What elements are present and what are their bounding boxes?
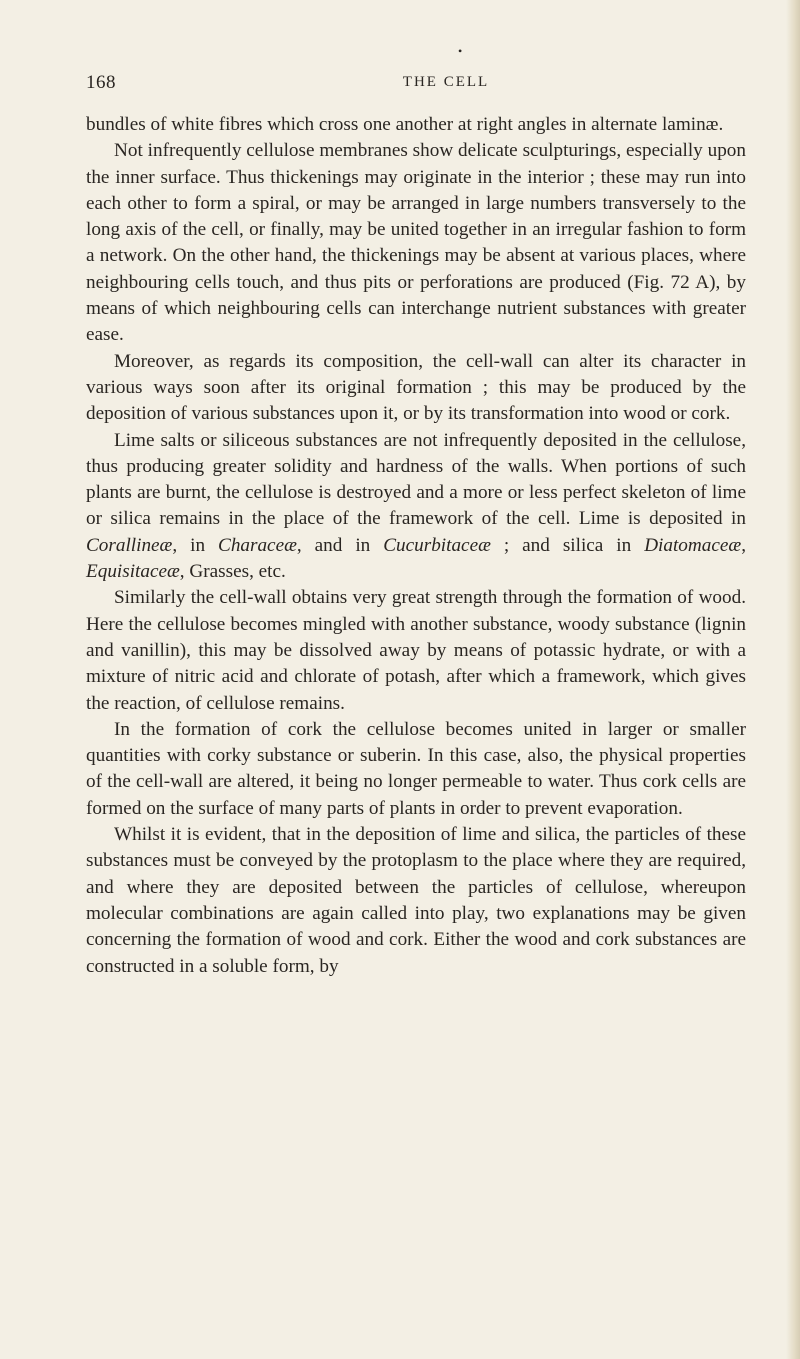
page-number: 168	[86, 72, 116, 93]
body-text	[86, 112, 746, 980]
paragraph: Similarly the cell-wall obtains very great strength through the formation of wood. Here the cellulose becomes mingled with another substance, woody substance (lignin and vanillin), this may be dissolved away by means of potassic hydrate, or with a mixture of nitric acid and chlorate of potash, after which a framework, which gives the reaction, of cellulose remains.	[86, 587, 746, 714]
page-edge	[786, 0, 800, 1359]
running-title: THE CELL	[402, 74, 490, 90]
paragraph: bundles of white fibres which cross one another at right angles in alternate laminæ.	[86, 114, 724, 135]
header-dot: •	[458, 44, 463, 58]
running-head	[86, 44, 746, 96]
paragraph: Whilst it is evident, that in the deposition of lime and silica, the particles of these substances must be conveyed by the protoplasm to the place where they are required, and where they are deposited between the particles of cellulose, whereupon molecular combinations are again called into play, two explanations may be given concerning the formation of wood and cork. Either the wood and cork substances are constructed in a soluble form, by	[86, 824, 746, 977]
paragraph: Not infrequently cellulose membranes show delicate sculpturings, especially upon the inner surface. Thus thickenings may originate in the interior ; these may run into each other to form a spiral, or may be arranged in large numbers transversely to the long axis of the cell, or finally, may be united together in an irregular fashion to form a network. On the other hand, the thickenings may be absent at various places, where neighbouring cells touch, and thus pits or perforations are produced (Fig. 72 A), by means of which neighbouring cells can interchange nutrient substances with greater ease.	[86, 140, 746, 346]
paragraph: Moreover, as regards its composition, the cell-wall can alter its character in various ways soon after its original formation ; this may be produced by the deposition of various substances upon it, or by its transformation into wood or cork.	[86, 350, 746, 425]
paragraph: Lime salts or siliceous substances are not infrequently deposited in the cellulose, thus producing greater solidity and hardness of the walls. When portions of such plants are burnt, the cellulose is destroyed and a more or less perfect skeleton of lime or silica remains in the place of the framework of the cell. Lime is deposited in Corallineæ, in Characeæ, and in Cucurbitaceæ ; and silica in Diatomaceæ, Equisitaceæ, Grasses, etc.	[86, 429, 746, 583]
paragraph: In the formation of cork the cellulose becomes united in larger or smaller quantities with corky substance or suberin. In this case, also, the physical properties of the cell-wall are altered, it being no longer permeable to water. Thus cork cells are formed on the surface of many parts of plants in order to prevent evaporation.	[86, 718, 746, 819]
